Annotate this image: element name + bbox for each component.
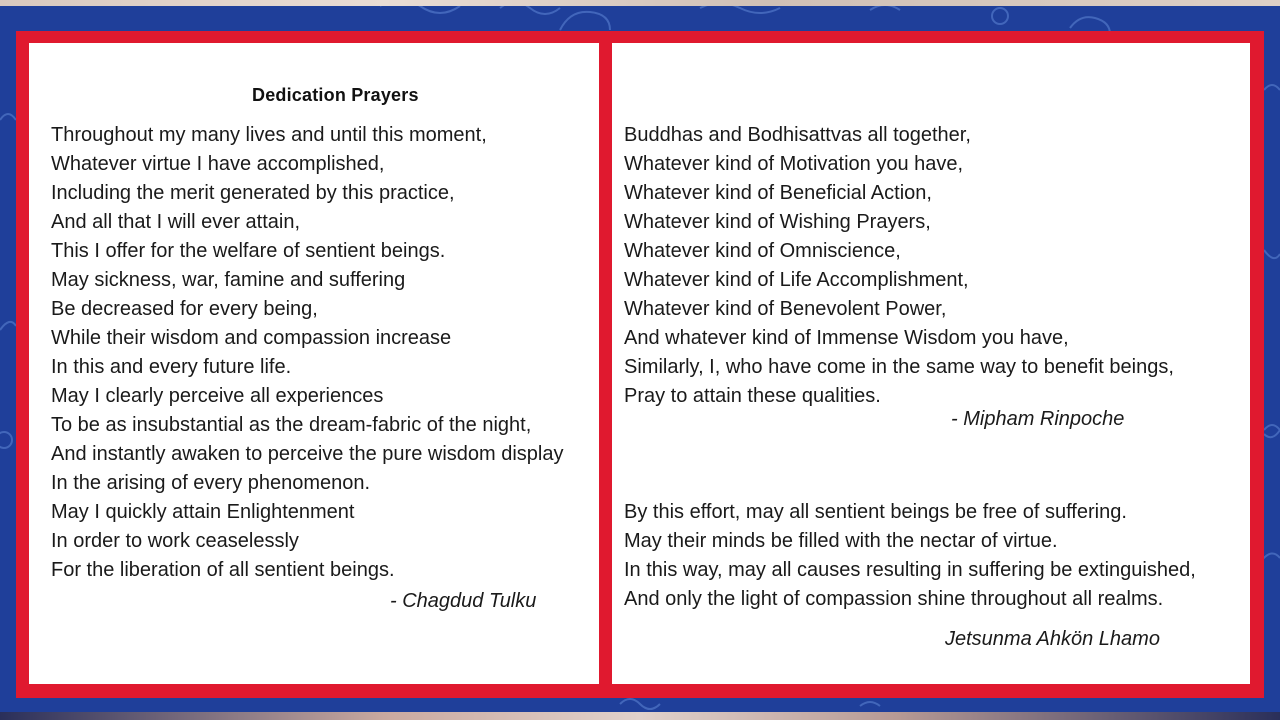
prayer-line: And instantly awaken to perceive the pure wisdom display — [51, 443, 564, 465]
prayer-line: Whatever kind of Life Accomplishment, — [624, 269, 969, 291]
attribution-mipham-rinpoche: - Mipham Rinpoche — [951, 408, 1125, 430]
prayer-line: This I offer for the welfare of sentient beings. — [51, 240, 446, 262]
chagdud-tulku-prayer — [51, 121, 564, 585]
prayer-line: And whatever kind of Immense Wisdom you have, — [624, 327, 1069, 349]
prayer-line: May I clearly perceive all experiences — [51, 385, 384, 407]
prayer-line: Similarly, I, who have come in the same way to benefit beings, — [624, 356, 1174, 378]
attribution-jetsunma: Jetsunma Ahkön Lhamo — [945, 628, 1160, 650]
prayer-line: Whatever kind of Omniscience, — [624, 240, 901, 262]
prayer-line: For the liberation of all sentient beings. — [51, 559, 395, 581]
right-prayer-panel — [612, 43, 1250, 684]
prayer-line: Whatever kind of Wishing Prayers, — [624, 211, 931, 233]
prayer-line: Buddhas and Bodhisattvas all together, — [624, 124, 971, 146]
prayer-line: Pray to attain these qualities. — [624, 385, 881, 407]
left-prayer-panel — [29, 43, 599, 684]
prayer-line: May sickness, war, famine and suffering — [51, 269, 406, 291]
prayer-line: Whatever virtue I have accomplished, — [51, 153, 385, 175]
prayer-line: Including the merit generated by this practice, — [51, 182, 455, 204]
prayer-line: May I quickly attain Enlightenment — [51, 501, 355, 523]
prayer-line: Be decreased for every being, — [51, 298, 318, 320]
prayer-line: In the arising of every phenomenon. — [51, 472, 371, 494]
bottom-photo-strip — [0, 712, 1280, 720]
jetsunma-prayer — [624, 498, 1196, 614]
prayer-line: Whatever kind of Motivation you have, — [624, 153, 964, 175]
prayer-line: And only the light of compassion shine throughout all realms. — [624, 588, 1164, 610]
prayer-line: In order to work ceaselessly — [51, 530, 299, 552]
top-photo-strip — [0, 0, 1280, 6]
page-title: Dedication Prayers — [252, 85, 419, 105]
attribution-chagdud-tulku: - Chagdud Tulku — [390, 590, 537, 612]
prayer-line: By this effort, may all sentient beings be free of suffering. — [624, 501, 1127, 523]
mipham-rinpoche-prayer — [624, 121, 1174, 411]
prayer-line: May their minds be filled with the nectar of virtue. — [624, 530, 1058, 552]
prayer-line: Whatever kind of Beneficial Action, — [624, 182, 932, 204]
prayer-line: In this and every future life. — [51, 356, 292, 378]
prayer-line: While their wisdom and compassion increase — [51, 327, 452, 349]
prayer-line: In this way, may all causes resulting in suffering be extinguished, — [624, 559, 1196, 581]
prayer-line: Throughout my many lives and until this moment, — [51, 124, 487, 146]
prayer-line: Whatever kind of Benevolent Power, — [624, 298, 947, 320]
prayer-line: To be as insubstantial as the dream-fabric of the night, — [51, 414, 532, 436]
prayer-line: And all that I will ever attain, — [51, 211, 301, 233]
